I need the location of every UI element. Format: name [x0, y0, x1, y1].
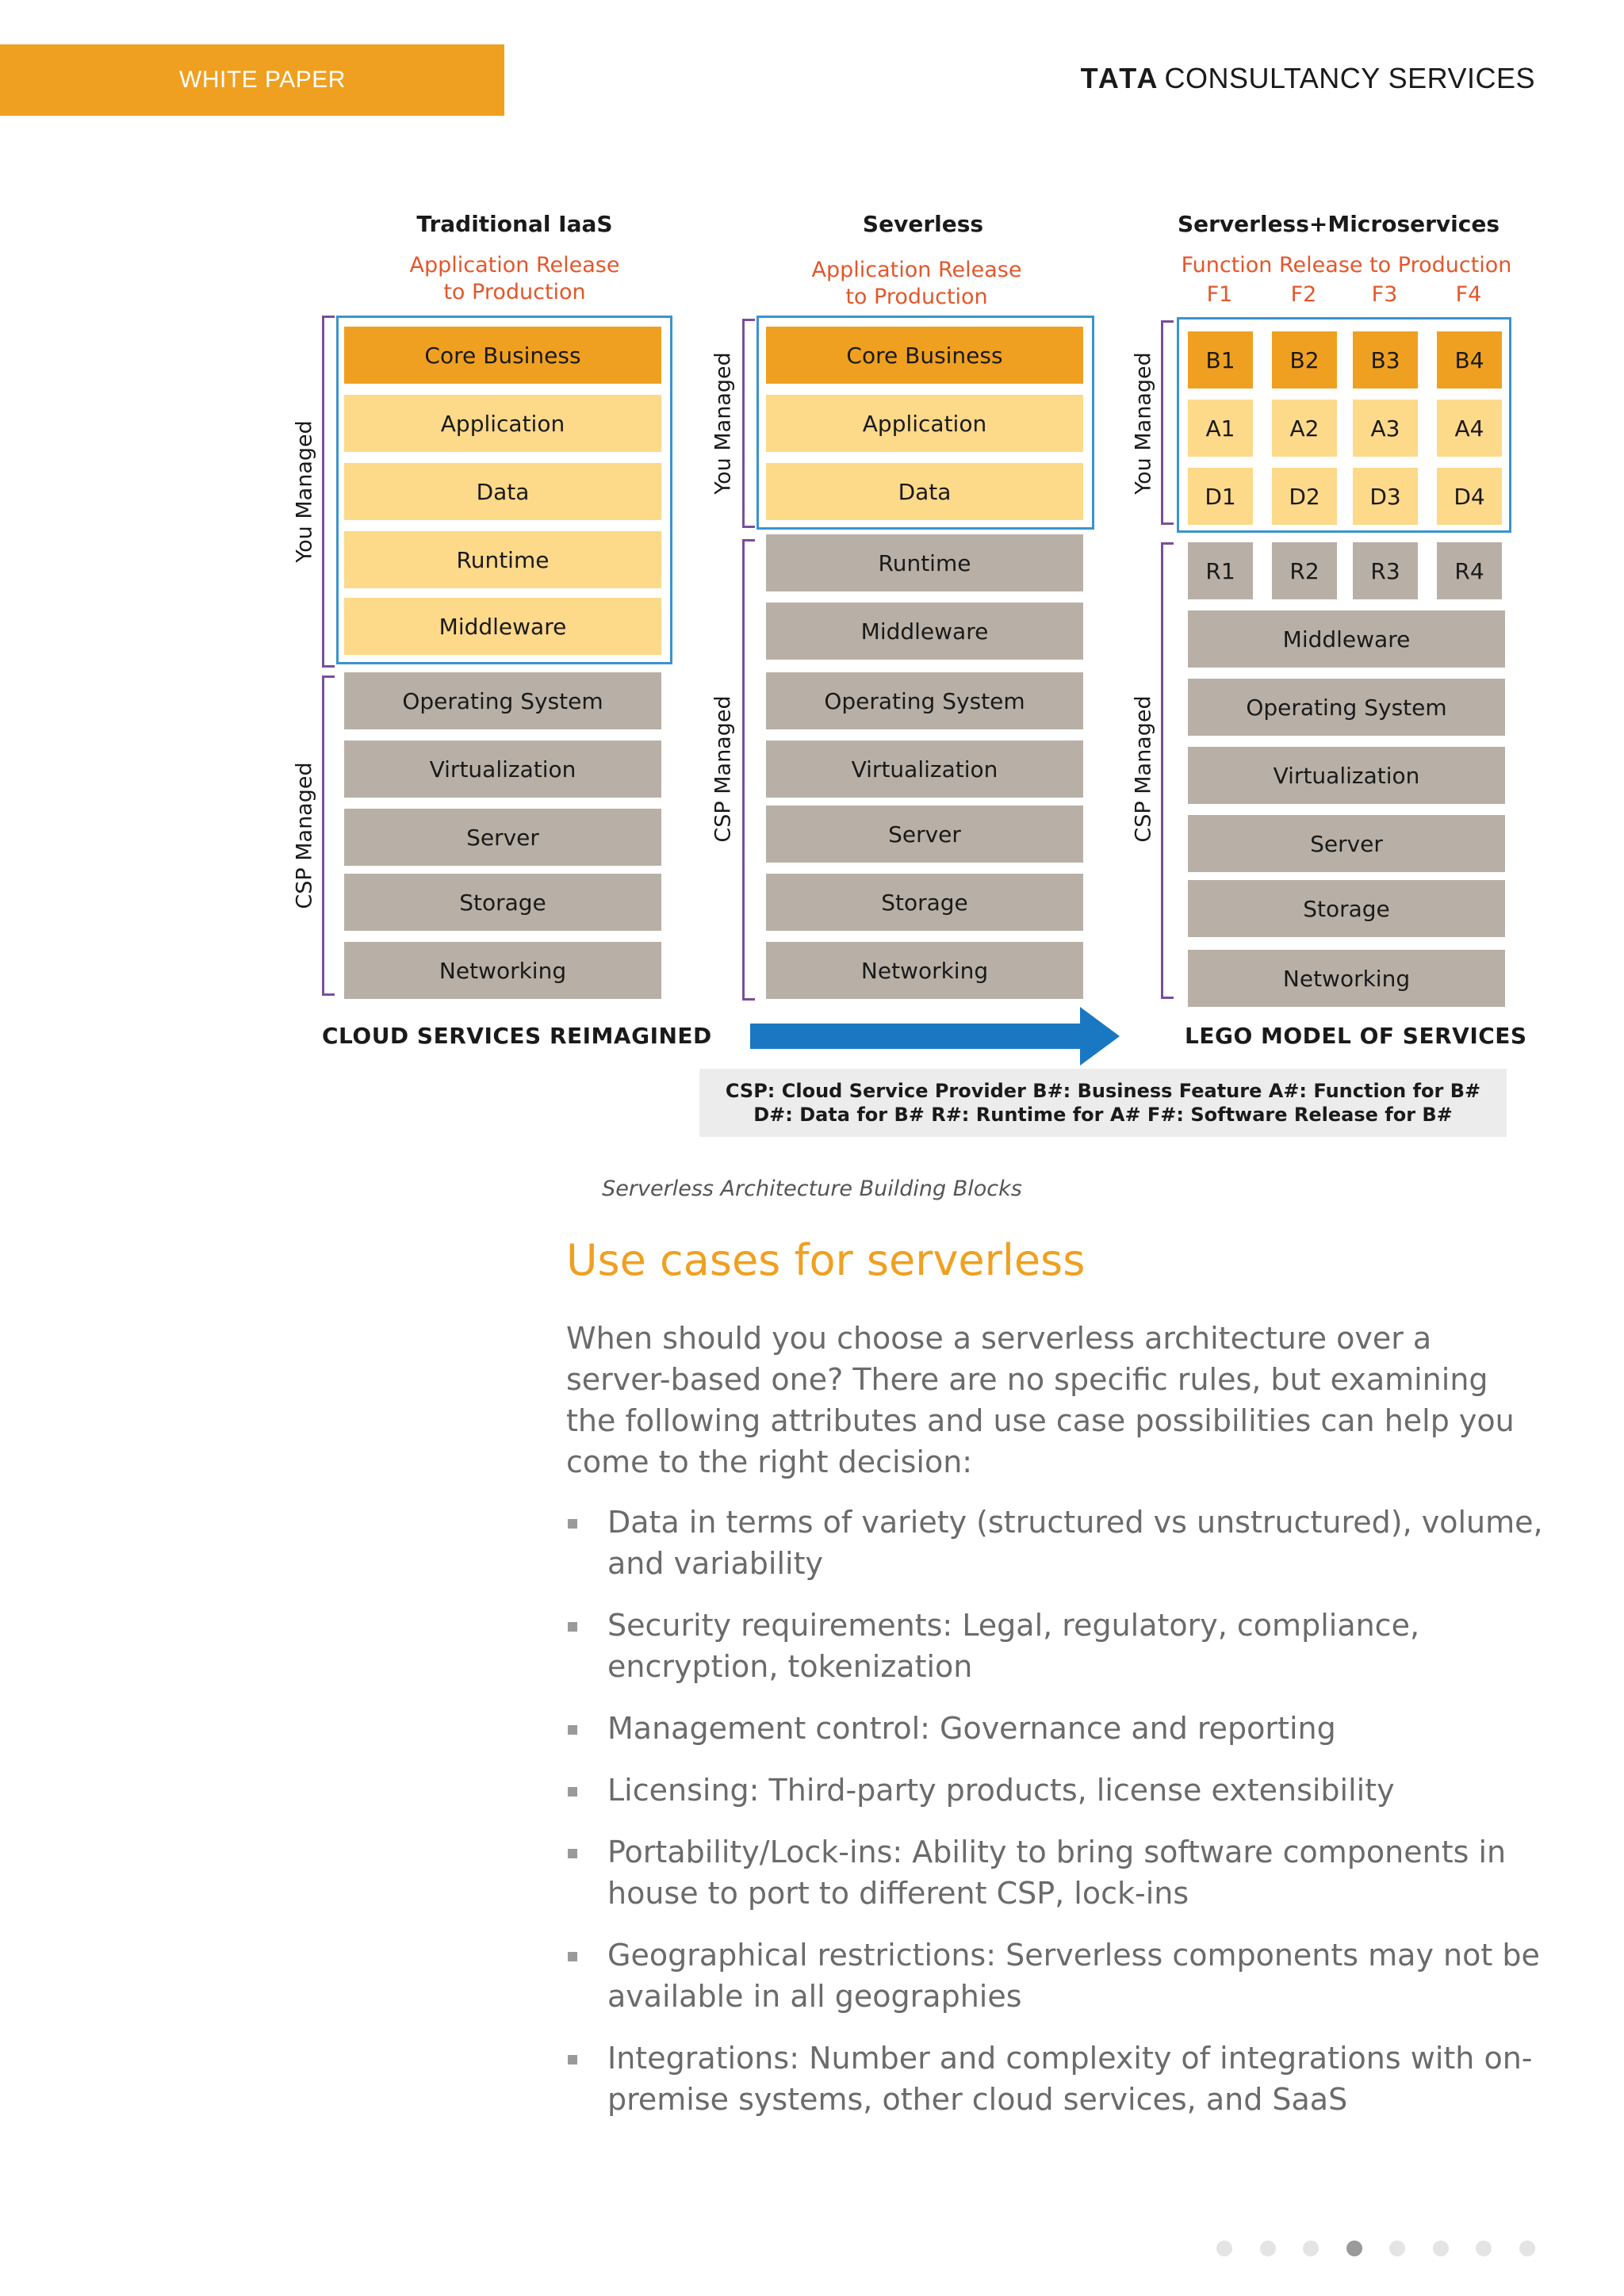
list-item [566, 2038, 1557, 2120]
bullet-square-icon [568, 1849, 577, 1858]
banner-label: WHITE PAPER [179, 67, 346, 93]
lego-cell-b4: B4 [1437, 331, 1502, 388]
list-item-text: Data in terms of variety (structured vs unstructured), volume, and variability [607, 1505, 1543, 1581]
function-label: F1 [1206, 282, 1233, 307]
diagram-legend [699, 1069, 1507, 1137]
page-dot [1519, 2241, 1535, 2256]
column-title-serverless-microservices: Serverless+Microservices [1177, 211, 1500, 237]
layer-middleware: Middleware [766, 603, 1083, 660]
layer-runtime: Runtime [766, 534, 1083, 591]
layer-networking: Networking [766, 942, 1083, 999]
csp-managed-bracket [742, 539, 755, 1001]
bullet-square-icon [568, 1725, 577, 1735]
lego-cell-b1: B1 [1188, 331, 1253, 388]
list-item [566, 1502, 1557, 1584]
cloud-services-reimagined-label: CLOUD SERVICES REIMAGINED [322, 1023, 712, 1049]
layer-networking: Networking [344, 942, 661, 999]
layer-server: Server [344, 809, 661, 866]
lego-model-label: LEGO MODEL OF SERVICES [1185, 1023, 1527, 1049]
list-item [566, 1708, 1557, 1749]
page-dot [1303, 2241, 1319, 2256]
bullet-square-icon [568, 2055, 577, 2064]
lego-cell-a1: A1 [1188, 400, 1253, 457]
arrow-head-icon [1080, 1007, 1120, 1066]
layer-storage: Storage [1188, 880, 1505, 937]
page-dot-active [1346, 2241, 1362, 2256]
bullet-square-icon [568, 1519, 577, 1529]
intro-paragraph: When should you choose a serverless architecture over a server-based one? There are no specific rules, but examining the following attributes and use case possibilities can help you come to the right decision: [566, 1321, 1515, 1479]
column-title-traditional-iaas: Traditional IaaS [416, 211, 613, 237]
layer-core-business: Core Business [766, 327, 1083, 384]
bullet-square-icon [568, 1787, 577, 1797]
list-item-text: Integrations: Number and complexity of integrations with on-premise systems, other cloud services, and SaaS [607, 2041, 1533, 2117]
lego-cell-r1: R1 [1188, 542, 1253, 599]
layer-data: Data [766, 463, 1083, 520]
function-label: F4 [1455, 282, 1482, 307]
layer-storage: Storage [766, 874, 1083, 931]
you-managed-bracket [1161, 320, 1174, 525]
page-dot [1389, 2241, 1405, 2256]
csp-managed-bracket [1161, 542, 1174, 999]
layer-operating-system: Operating System [766, 672, 1083, 729]
subtitle-line: to Production [443, 280, 586, 304]
list-item [566, 1831, 1557, 1914]
use-case-list [566, 1502, 1557, 2141]
lego-cell-r2: R2 [1272, 542, 1337, 599]
lego-cell-a4: A4 [1437, 400, 1502, 457]
layer-virtualization: Virtualization [1188, 747, 1505, 804]
lego-cell-b2: B2 [1272, 331, 1337, 388]
subtitle-line: to Production [845, 285, 988, 309]
you-managed-label: You Managed [1131, 352, 1156, 495]
layer-application: Application [766, 395, 1083, 452]
list-item-text: Management control: Governance and reporting [607, 1711, 1336, 1746]
layer-middleware: Middleware [1188, 610, 1505, 668]
page-dot [1476, 2241, 1492, 2256]
page-indicator [1216, 2241, 1562, 2256]
lego-cell-a3: A3 [1353, 400, 1418, 457]
layer-server: Server [766, 806, 1083, 863]
layer-storage: Storage [344, 874, 661, 931]
list-item [566, 1770, 1557, 1811]
layer-core-business: Core Business [344, 327, 661, 384]
column-title-serverless: Severless [862, 211, 984, 237]
column-subtitle [344, 252, 685, 306]
bullet-square-icon [568, 1622, 577, 1632]
layer-data: Data [344, 463, 661, 520]
legend-line: D#: Data for B# R#: Runtime for A# F#: Software Release for B# [753, 1104, 1453, 1126]
page-dot [1260, 2241, 1276, 2256]
function-label: F3 [1371, 282, 1398, 307]
figure-caption: Serverless Architecture Building Blocks [602, 1177, 1022, 1201]
subtitle-line: Application Release [811, 258, 1022, 282]
list-item [566, 1605, 1557, 1687]
csp-managed-bracket [322, 675, 335, 996]
column-subtitle: Function Release to Production [1181, 253, 1512, 277]
section-heading: Use cases for serverless [566, 1235, 1086, 1285]
list-item-text: Licensing: Third-party products, license extensibility [607, 1773, 1395, 1808]
csp-managed-label: CSP Managed [1131, 695, 1156, 843]
list-item-text: Geographical restrictions: Serverless components may not be available in all geographies [607, 1938, 1540, 2014]
layer-virtualization: Virtualization [766, 740, 1083, 798]
list-item [566, 1934, 1557, 2017]
lego-cell-a2: A2 [1272, 400, 1337, 457]
layer-operating-system: Operating System [344, 672, 661, 729]
page-dot [1216, 2241, 1232, 2256]
progression-arrow [750, 1024, 1083, 1049]
brand-mark: TATA [1080, 62, 1160, 94]
layer-server: Server [1188, 815, 1505, 872]
csp-managed-label: CSP Managed [710, 695, 736, 843]
you-managed-bracket [322, 316, 335, 668]
lego-cell-b3: B3 [1353, 331, 1418, 388]
list-item-text: Security requirements: Legal, regulatory, compliance, encryption, tokenization [607, 1608, 1420, 1684]
layer-virtualization: Virtualization [344, 740, 661, 798]
csp-managed-label: CSP Managed [292, 762, 317, 909]
page-dot [1433, 2241, 1449, 2256]
layer-application: Application [344, 395, 661, 452]
layer-middleware: Middleware [344, 598, 661, 655]
lego-cell-d2: D2 [1272, 468, 1337, 525]
legend-line: CSP: Cloud Service Provider B#: Business Feature A#: Function for B# [725, 1080, 1481, 1102]
function-label: F2 [1290, 282, 1317, 307]
bullet-square-icon [568, 1952, 577, 1961]
brand-name: CONSULTANCY SERVICES [1164, 62, 1535, 94]
subtitle-line: Application Release [409, 253, 620, 277]
lego-cell-d3: D3 [1353, 468, 1418, 525]
you-managed-label: You Managed [292, 420, 317, 563]
lego-cell-r4: R4 [1437, 542, 1502, 599]
layer-operating-system: Operating System [1188, 679, 1505, 736]
you-managed-label: You Managed [710, 352, 736, 495]
lego-cell-d1: D1 [1188, 468, 1253, 525]
layer-runtime: Runtime [344, 531, 661, 588]
list-item-text: Portability/Lock-ins: Ability to bring software components in house to port to different CSP, lock-ins [607, 1835, 1507, 1911]
lego-cell-d4: D4 [1437, 468, 1502, 525]
layer-networking: Networking [1188, 950, 1505, 1007]
lego-cell-r3: R3 [1353, 542, 1418, 599]
you-managed-bracket [742, 319, 755, 528]
column-subtitle [764, 257, 1069, 311]
